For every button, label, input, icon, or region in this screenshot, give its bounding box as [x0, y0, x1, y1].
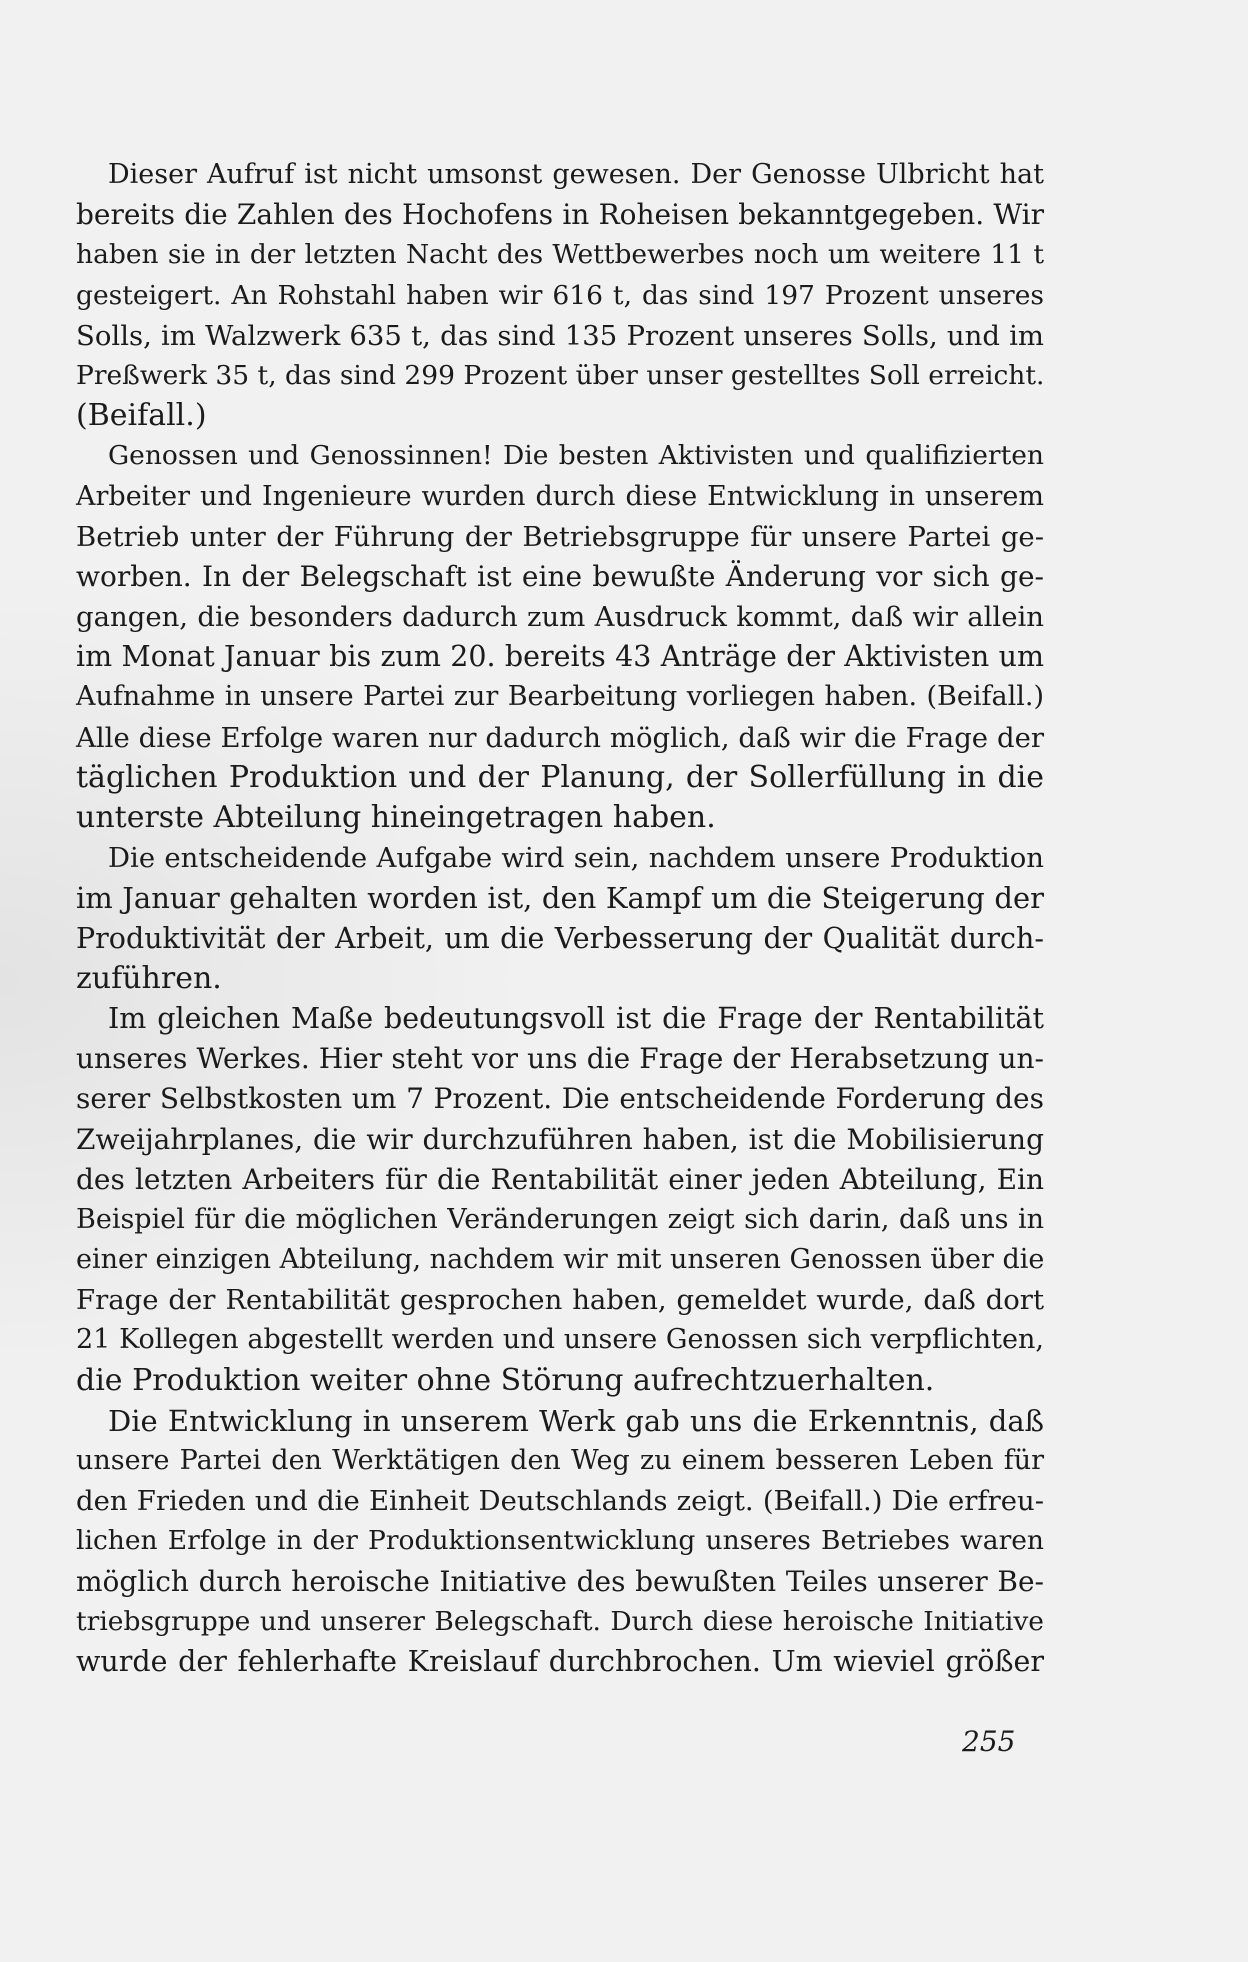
- text-line: wurde der fehlerhafte Kreislauf durchbrochen. Um wieviel größer: [76, 1644, 1044, 1678]
- text-line: 21 Kollegen abgestellt werden und unsere Genossen sich verpflichten,: [76, 1324, 1044, 1356]
- text-line: Solls, im Walzwerk 635 t, das sind 135 Prozent unseres Solls, und im: [76, 319, 1044, 352]
- text-line: worben. In der Belegschaft ist eine bewußte Änderung vor sich ge-: [76, 559, 1044, 593]
- page-number: 255: [962, 1725, 1016, 1758]
- text-line: des letzten Arbeiters für die Rentabilität einer jeden Abteilung, Ein: [76, 1162, 1044, 1196]
- text-line: Aufnahme in unsere Partei zur Bearbeitung vorliegen haben. (Beifall.): [76, 681, 1044, 713]
- text-line: den Frieden und die Einheit Deutschlands zeigt. (Beifall.) Die erfreu-: [76, 1485, 1044, 1518]
- text-line: Alle diese Erfolge waren nur dadurch möglich, daß wir die Frage der: [76, 721, 1044, 754]
- text-line: einer einzigen Abteilung, nachdem wir mit unseren Genossen über die: [76, 1244, 1045, 1276]
- text-line: Zweijahrplanes, die wir durchzuführen haben, ist die Mobilisierung: [76, 1122, 1044, 1156]
- text-line: gesteigert. An Rohstahl haben wir 616 t, das sind 197 Prozent unseres: [76, 279, 1044, 311]
- text-line: unterste Abteilung hineingetragen haben.: [76, 800, 716, 835]
- text-line: Die Entwicklung in unserem Werk gab uns die Erkenntnis, daß: [108, 1403, 1044, 1438]
- text-line: lichen Erfolge in der Produktionsentwicklung unseres Betriebes waren: [76, 1525, 1044, 1557]
- text-line: Die entscheidende Aufgabe wird sein, nachdem unsere Produktion: [108, 842, 1044, 875]
- text-line: täglichen Produktion und der Planung, der Sollerfüllung in die: [76, 759, 1044, 795]
- text-line: unsere Partei den Werktätigen den Weg zu einem besseren Leben für: [76, 1445, 1044, 1476]
- body-text: [76, 155, 1044, 1682]
- text-line: haben sie in der letzten Nacht des Wettbewerbes noch um weitere 11 t: [76, 239, 1044, 271]
- text-line: zuführen.: [76, 960, 222, 996]
- text-line: im Januar gehalten worden ist, den Kampf um die Steigerung der: [76, 881, 1044, 916]
- text-line: Beispiel für die möglichen Veränderungen zeigt sich darin, daß uns in: [76, 1203, 1044, 1235]
- text-line: Dieser Aufruf ist nicht umsonst gewesen. Der Genosse Ulbricht hat: [108, 159, 1044, 190]
- text-line: gangen, die besonders dadurch zum Ausdruck kommt, daß wir allein: [76, 601, 1044, 634]
- text-line: bereits die Zahlen des Hochofens in Roheisen bekanntgegeben. Wir: [76, 198, 1044, 232]
- text-line: Genossen und Genossinnen! Die besten Aktivisten und qualifizierten: [108, 440, 1044, 472]
- text-line: Produktivität der Arbeit, um die Verbesserung der Qualität durch-: [76, 921, 1044, 955]
- text-line: möglich durch heroische Initiative des bewußten Teiles unserer Be-: [76, 1564, 1044, 1598]
- text-line: die Produktion weiter ohne Störung aufrechtzuerhalten.: [76, 1362, 935, 1398]
- text-line: Betrieb unter der Führung der Betriebsgruppe für unsere Partei ge-: [76, 520, 1044, 553]
- text-line: unseres Werkes. Hier steht vor uns die Frage der Herabsetzung un-: [76, 1042, 1044, 1076]
- text-line: serer Selbstkosten um 7 Prozent. Die entscheidende Forderung des: [76, 1082, 1044, 1116]
- text-line: (Beifall.): [76, 398, 207, 434]
- text-line: Preßwerk 35 t, das sind 299 Prozent über unser gestelltes Soll erreicht.: [76, 359, 1045, 391]
- text-line: im Monat Januar bis zum 20. bereits 43 Anträge der Aktivisten um: [76, 640, 1044, 674]
- text-line: Im gleichen Maße bedeutungsvoll ist die Frage der Rentabilität: [108, 1001, 1044, 1035]
- text-line: Frage der Rentabilität gesprochen haben, gemeldet wurde, daß dort: [76, 1284, 1044, 1317]
- text-line: Arbeiter und Ingenieure wurden durch diese Entwicklung in unserem: [76, 480, 1044, 512]
- text-line: triebsgruppe und unserer Belegschaft. Durch diese heroische Initiative: [76, 1605, 1044, 1637]
